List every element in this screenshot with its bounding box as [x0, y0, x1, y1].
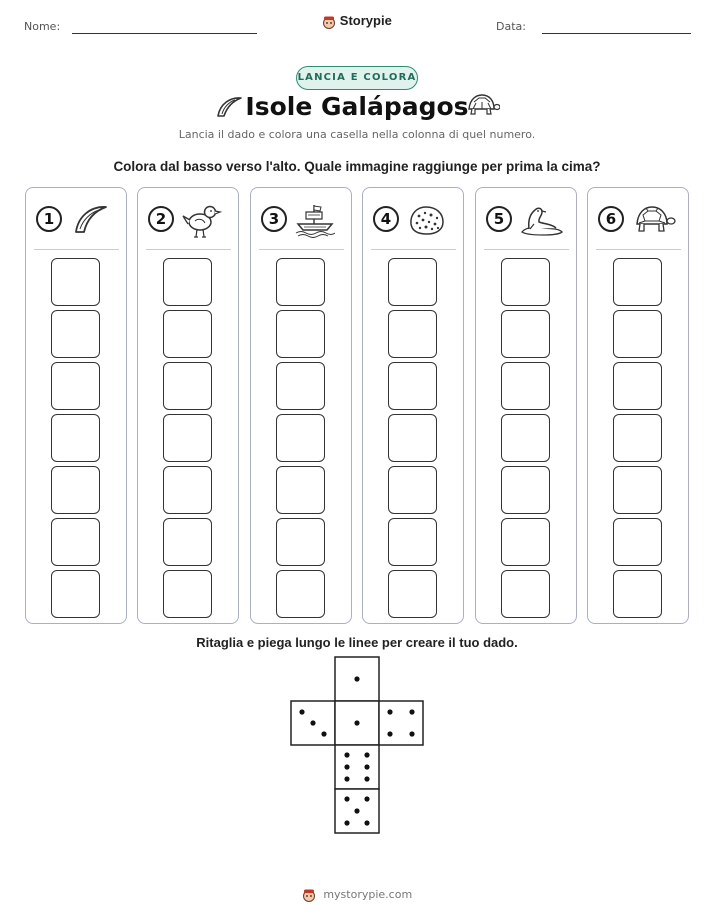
name-line[interactable] [72, 33, 257, 34]
column-divider [484, 249, 569, 250]
color-cell[interactable] [388, 414, 437, 462]
color-cell[interactable] [163, 466, 212, 514]
color-cell[interactable] [163, 518, 212, 566]
color-cell[interactable] [51, 258, 100, 306]
color-cell[interactable] [388, 310, 437, 358]
color-cell[interactable] [163, 310, 212, 358]
instruction: Colora dal basso verso l'alto. Quale immagine raggiunge per prima la cima? [113, 159, 601, 174]
color-cell[interactable] [613, 414, 662, 462]
color-cell[interactable] [388, 258, 437, 306]
color-cell[interactable] [276, 362, 325, 410]
color-cell[interactable] [51, 518, 100, 566]
die-face-right [379, 701, 423, 745]
beak-icon [70, 202, 110, 236]
color-cell[interactable] [613, 362, 662, 410]
storypie-icon [322, 15, 336, 29]
page-title: Isole Galápagos [245, 92, 469, 121]
color-cell[interactable] [388, 570, 437, 618]
column-number: 6 [598, 206, 624, 232]
color-cell[interactable] [163, 570, 212, 618]
color-cell[interactable] [613, 570, 662, 618]
color-cell[interactable] [501, 570, 550, 618]
color-cell[interactable] [51, 466, 100, 514]
color-cell[interactable] [51, 414, 100, 462]
brand-name: Storypie [339, 13, 392, 28]
dice-net[interactable] [290, 655, 426, 837]
column-divider [259, 249, 344, 250]
tortoise-icon [464, 92, 500, 118]
column-3 [250, 187, 352, 624]
color-cell[interactable] [51, 570, 100, 618]
column-number: 5 [486, 206, 512, 232]
color-cell[interactable] [501, 414, 550, 462]
color-cell[interactable] [163, 362, 212, 410]
color-cell[interactable] [163, 414, 212, 462]
color-cell[interactable] [51, 310, 100, 358]
color-cell[interactable] [388, 466, 437, 514]
color-cell[interactable] [501, 466, 550, 514]
column-divider [371, 249, 456, 250]
color-cell[interactable] [613, 310, 662, 358]
column-number: 3 [261, 206, 287, 232]
color-cell[interactable] [276, 466, 325, 514]
column-number: 2 [148, 206, 174, 232]
color-cell[interactable] [388, 362, 437, 410]
color-cell[interactable] [276, 310, 325, 358]
color-cell[interactable] [501, 258, 550, 306]
color-cell[interactable] [51, 362, 100, 410]
column-number: 1 [36, 206, 62, 232]
footer-url[interactable]: mystorypie.com [323, 888, 413, 901]
die-face-lower [335, 745, 379, 789]
name-label: Nome: [24, 20, 61, 33]
storypie-icon [302, 888, 316, 902]
column-5 [475, 187, 577, 624]
column-divider [146, 249, 231, 250]
color-cell[interactable] [501, 310, 550, 358]
cut-instruction: Ritaglia e piega lungo le linee per creare il tuo dado. [196, 635, 518, 650]
color-cell[interactable] [276, 414, 325, 462]
subtitle: Lancia il dado e colora una casella nella colonna di quel numero. [178, 128, 536, 141]
brand-logo [0, 13, 714, 29]
column-number: 4 [373, 206, 399, 232]
date-label: Data: [496, 20, 526, 33]
color-cell[interactable] [501, 518, 550, 566]
column-divider [596, 249, 681, 250]
column-1 [25, 187, 127, 624]
color-cell[interactable] [388, 518, 437, 566]
activity-badge: LANCIA E COLORA [296, 66, 418, 90]
color-cell[interactable] [613, 258, 662, 306]
sea-lion-icon [520, 202, 564, 238]
column-divider [34, 249, 119, 250]
color-cell[interactable] [163, 258, 212, 306]
tortoise-icon [632, 202, 676, 236]
column-4 [362, 187, 464, 624]
color-cell[interactable] [613, 466, 662, 514]
color-cell[interactable] [613, 518, 662, 566]
column-2 [137, 187, 239, 624]
date-line[interactable] [542, 33, 691, 34]
ship-icon [295, 202, 335, 238]
color-cell[interactable] [276, 570, 325, 618]
bird-icon [182, 202, 222, 240]
column-6 [587, 187, 689, 624]
rock-icon [407, 202, 447, 238]
color-cell[interactable] [501, 362, 550, 410]
color-cell[interactable] [276, 258, 325, 306]
footer [0, 888, 714, 902]
color-cell[interactable] [276, 518, 325, 566]
